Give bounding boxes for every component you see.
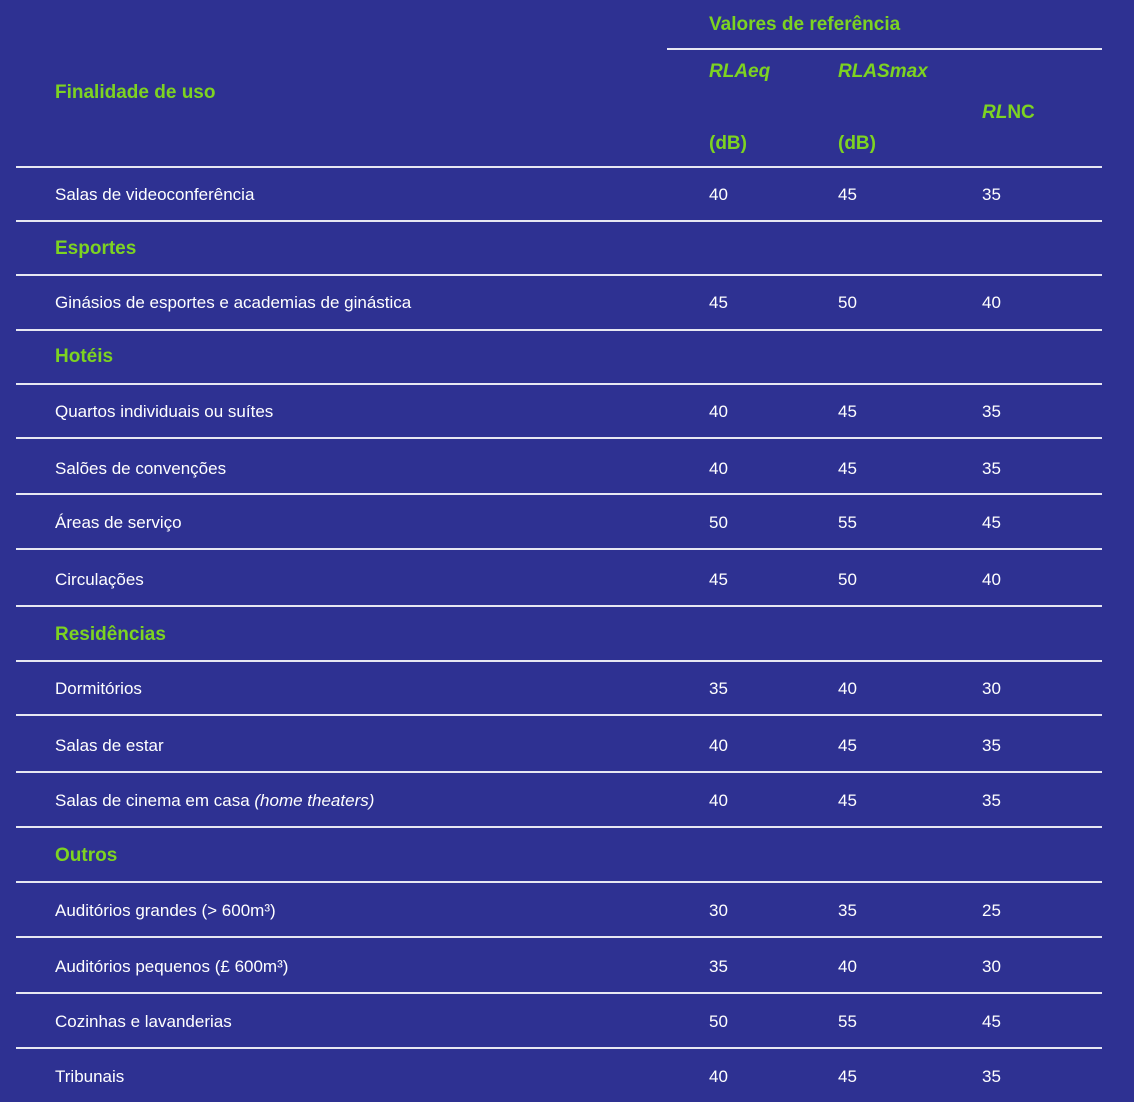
section-heading-hoteis: Hotéis [55, 346, 114, 367]
row-value-rlaeq: 40 [709, 1067, 728, 1086]
row-divider [16, 992, 1102, 994]
row-value-rlasmax: 45 [838, 791, 857, 810]
row-divider [16, 936, 1102, 938]
column-header-rlasmax: RLASmax [838, 61, 928, 82]
row-divider [16, 220, 1102, 222]
row-value-rlnc: 30 [982, 679, 1001, 698]
row-label: Salas de videoconferência [55, 185, 255, 204]
header-bottom-rule [16, 166, 1102, 168]
row-divider [16, 605, 1102, 607]
row-value-rlnc: 35 [982, 185, 1001, 204]
row-label: Dormitórios [55, 679, 142, 698]
row-label [55, 792, 374, 809]
row-divider [16, 1047, 1102, 1049]
row-divider [16, 660, 1102, 662]
row-label: Quartos individuais ou suítes [55, 402, 274, 421]
column-header-rlasmax-unit: (dB) [838, 133, 876, 154]
row-divider [16, 437, 1102, 439]
row-value-rlnc: 45 [982, 1012, 1001, 1031]
row-label: Ginásios de esportes e academias de ginástica [55, 293, 412, 312]
row-value-rlaeq: 35 [709, 957, 728, 976]
row-value-rlnc: 40 [982, 293, 1001, 312]
row-value-rlasmax: 45 [838, 402, 857, 421]
row-divider [16, 274, 1102, 276]
column-header-rlaeq: RLAeq [709, 61, 771, 82]
row-value-rlaeq: 30 [709, 901, 728, 920]
row-value-rlnc: 40 [982, 570, 1001, 589]
row-value-rlnc: 35 [982, 736, 1001, 755]
row-value-rlasmax: 45 [838, 185, 857, 204]
row-value-rlasmax: 50 [838, 570, 857, 589]
row-label: Áreas de serviço [55, 513, 182, 532]
row-value-rlnc: 35 [982, 791, 1001, 810]
row-label-main: Salas de cinema em casa [55, 791, 250, 810]
row-value-rlaeq: 40 [709, 736, 728, 755]
row-value-rlaeq: 40 [709, 791, 728, 810]
row-label: Circulações [55, 570, 144, 589]
row-divider [16, 771, 1102, 773]
row-value-rlnc: 35 [982, 402, 1001, 421]
reference-values-table [16, 0, 1102, 1102]
row-label: Salas de estar [55, 736, 164, 755]
row-value-rlasmax: 50 [838, 293, 857, 312]
column-header-usage: Finalidade de uso [55, 82, 216, 103]
row-value-rlasmax: 45 [838, 459, 857, 478]
row-divider [16, 329, 1102, 331]
row-value-rlasmax: 55 [838, 513, 857, 532]
row-divider [16, 383, 1102, 385]
row-label: Auditórios pequenos (£ 600m³) [55, 957, 289, 976]
row-value-rlaeq: 40 [709, 402, 728, 421]
column-header-rlnc-suffix: NC [1007, 102, 1035, 123]
row-value-rlasmax: 55 [838, 1012, 857, 1031]
row-value-rlnc: 35 [982, 1067, 1001, 1086]
row-value-rlaeq: 35 [709, 679, 728, 698]
row-value-rlasmax: 45 [838, 1067, 857, 1086]
row-label: Tribunais [55, 1067, 125, 1086]
column-header-rlnc-prefix: RL [982, 102, 1008, 123]
row-value-rlaeq: 50 [709, 1012, 728, 1031]
row-label-italic: (home theaters) [254, 791, 375, 810]
row-value-rlaeq: 40 [709, 185, 728, 204]
section-heading-esportes: Esportes [55, 238, 137, 259]
row-value-rlnc: 45 [982, 513, 1001, 532]
column-header-rlnc [982, 103, 1035, 122]
row-value-rlnc: 25 [982, 901, 1001, 920]
row-label: Auditórios grandes (> 600m³) [55, 901, 276, 920]
section-heading-outros: Outros [55, 845, 118, 866]
group-title-rule [667, 48, 1102, 50]
row-value-rlasmax: 40 [838, 957, 857, 976]
row-label: Cozinhas e lavanderias [55, 1012, 232, 1031]
row-divider [16, 493, 1102, 495]
row-value-rlnc: 35 [982, 459, 1001, 478]
row-value-rlaeq: 45 [709, 570, 728, 589]
row-value-rlasmax: 45 [838, 736, 857, 755]
row-value-rlaeq: 40 [709, 459, 728, 478]
row-value-rlasmax: 35 [838, 901, 857, 920]
row-label: Salões de convenções [55, 459, 227, 478]
row-divider [16, 714, 1102, 716]
row-value-rlnc: 30 [982, 957, 1001, 976]
group-title: Valores de referência [709, 14, 901, 35]
row-value-rlaeq: 50 [709, 513, 728, 532]
row-value-rlasmax: 40 [838, 679, 857, 698]
row-value-rlaeq: 45 [709, 293, 728, 312]
section-heading-residencias: Residências [55, 624, 166, 645]
row-divider [16, 548, 1102, 550]
row-divider [16, 881, 1102, 883]
column-header-rlaeq-unit: (dB) [709, 133, 747, 154]
row-divider [16, 826, 1102, 828]
